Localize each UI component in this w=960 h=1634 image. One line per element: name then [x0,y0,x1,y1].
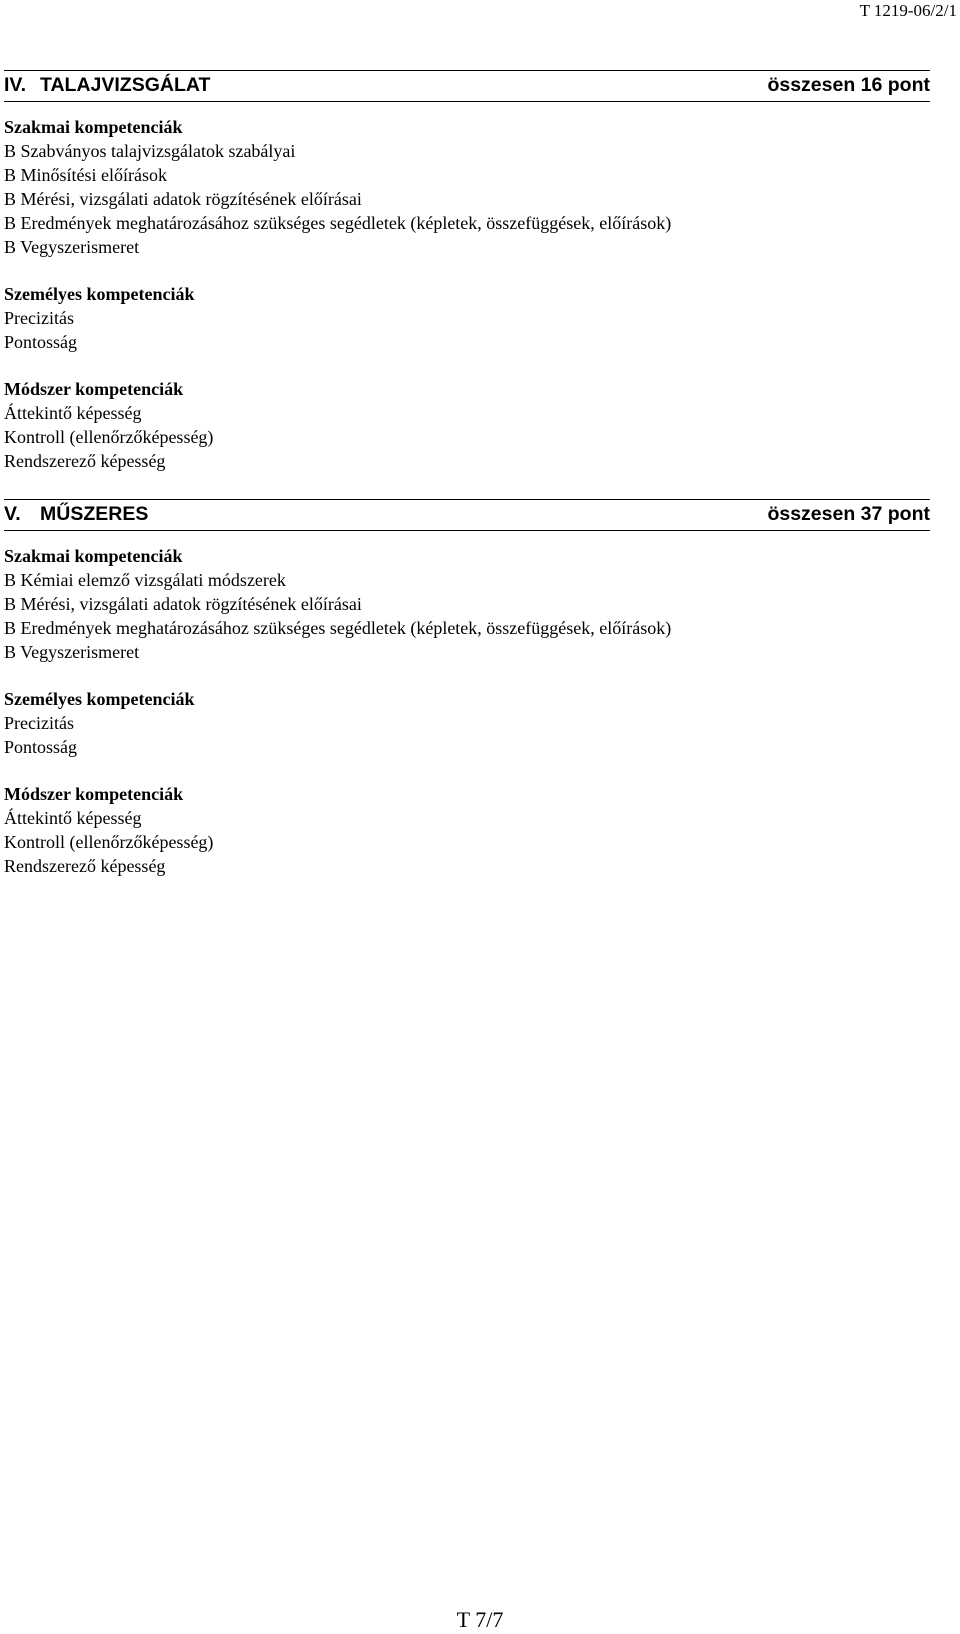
list-item: Precizitás [4,713,74,733]
list-item: B Kémiai elemző vizsgálati módszerek [4,570,286,590]
section-talajvizsgalat [4,70,930,473]
list-item: B Vegyszerismeret [4,642,140,662]
block-title: Módszer kompetenciák [4,379,184,399]
page-number: T 7/7 [456,1607,504,1632]
list-item: Pontosság [4,737,78,757]
section-title: TALAJVIZSGÁLAT [40,74,211,96]
list-item: Precizitás [4,308,74,328]
block-title: Személyes kompetenciák [4,689,195,709]
section-muszeres [4,499,930,878]
list-item: B Mérési, vizsgálati adatok rögzítésének előírásai [4,189,362,209]
list-item: Kontroll (ellenőrzőképesség) [4,427,214,447]
list-item: Rendszerező képesség [4,856,166,876]
list-item: Pontosság [4,332,78,352]
section-points: összesen 37 pont [767,503,930,525]
list-item: B Vegyszerismeret [4,237,140,257]
competency-block-professional [4,115,930,259]
list-item: B Mérési, vizsgálati adatok rögzítésének előírásai [4,594,362,614]
block-title: Szakmai kompetenciák [4,117,183,137]
competency-block-personal [4,687,930,759]
competency-block-personal [4,282,930,354]
section-number: IV. [4,74,27,96]
section-points: összesen 16 pont [767,74,930,96]
list-item: B Eredmények meghatározásához szükséges segédletek (képletek, összefüggések, előírások) [4,618,672,638]
document-code: T 1219-06/2/1 [859,1,957,20]
list-item: B Szabványos talajvizsgálatok szabályai [4,141,296,161]
competency-block-method [4,377,930,473]
competency-block-method [4,782,930,878]
section-header [4,499,930,531]
list-item: B Minősítési előírások [4,165,167,185]
list-item: Áttekintő képesség [4,403,142,423]
section-number: V. [4,503,21,525]
block-title: Személyes kompetenciák [4,284,195,304]
competency-block-professional [4,544,930,664]
list-item: Kontroll (ellenőrzőképesség) [4,832,214,852]
section-header [4,70,930,102]
block-title: Módszer kompetenciák [4,784,184,804]
block-title: Szakmai kompetenciák [4,546,183,566]
list-item: B Eredmények meghatározásához szükséges segédletek (képletek, összefüggések, előírások) [4,213,672,233]
list-item: Áttekintő képesség [4,808,142,828]
section-title: MŰSZERES [40,503,149,525]
list-item: Rendszerező képesség [4,451,166,471]
